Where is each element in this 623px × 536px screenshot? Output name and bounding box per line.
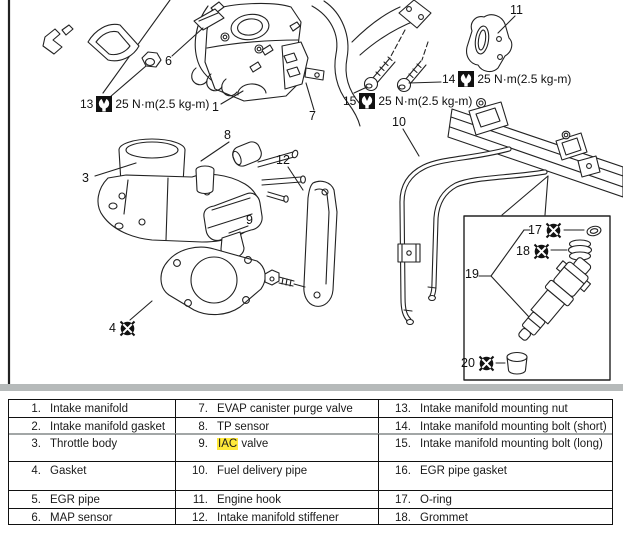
callout-20: [461, 355, 495, 372]
callout-1: 1: [212, 100, 219, 114]
callout-20-number: 20: [461, 356, 475, 371]
table-cell-9: 9. IAC valve: [175, 433, 378, 461]
parts-legend-table: [8, 399, 613, 525]
callout-3: 3: [82, 171, 89, 185]
table-cell-1: 1. Intake manifold: [31, 403, 128, 415]
table-cell-17: 17. O-ring: [378, 490, 612, 508]
table-cell-10: 10. Fuel delivery pipe: [175, 461, 378, 490]
torque-label-13: [80, 96, 209, 112]
callout-4: [109, 320, 136, 337]
table-cell-3: 3. Throttle body: [9, 433, 175, 461]
table-cell-8: 8. TP sensor: [175, 417, 378, 433]
torque-label-14: [442, 71, 571, 87]
callout-7: 7: [309, 109, 316, 123]
gasket-drawing: [161, 247, 265, 315]
callout-17-number: 17: [528, 223, 542, 238]
table-cell-12: 12. Intake manifold stiffener: [175, 508, 378, 524]
torque-value: 25 N·m(2.5 kg-m): [477, 72, 572, 86]
table-cell-5: 5. EGR pipe: [9, 490, 175, 508]
torque-wrench-icon: [359, 93, 375, 109]
table-cell-4: 4. Gasket: [9, 461, 175, 490]
table-cell-11: 11. Engine hook: [175, 490, 378, 508]
search-highlight: IAC: [218, 438, 238, 450]
table-cell-16: 16. EGR pipe gasket: [378, 461, 612, 490]
callout-12: 12: [276, 153, 290, 167]
callout-18-number: 18: [516, 244, 530, 259]
table-cell-14: 14. Intake manifold mounting bolt (short): [378, 417, 612, 433]
non-reusable-icon: [533, 243, 550, 260]
non-reusable-icon: [119, 320, 136, 337]
callout-15-number: 15: [343, 94, 357, 108]
torque-label-15: [343, 93, 472, 109]
non-reusable-icon: [478, 355, 495, 372]
callout-18: [516, 243, 550, 260]
torque-value: 25 N·m(2.5 kg-m): [378, 94, 473, 108]
table-cell-18: 18. Grommet: [378, 508, 612, 524]
callout-14-number: 14: [442, 72, 456, 86]
callout-9: 9: [246, 213, 253, 227]
callout-10: 10: [392, 115, 406, 129]
section-divider: [0, 384, 623, 391]
callout-11: 11: [510, 3, 523, 17]
torque-wrench-icon: [96, 96, 112, 112]
callout-19: 19: [465, 267, 479, 281]
stiffener-drawing: [265, 181, 337, 306]
table-cell-15: 15. Intake manifold mounting bolt (long): [378, 433, 612, 461]
engine-hook-drawing: [467, 15, 512, 72]
non-reusable-icon: [545, 222, 562, 239]
callout-6: 6: [165, 54, 172, 68]
throttle-body-drawing: [98, 139, 305, 258]
torque-wrench-icon: [458, 71, 474, 87]
table-cell-6: 6. MAP sensor: [9, 508, 175, 524]
table-cell-13: 13. Intake manifold mounting nut: [378, 400, 612, 417]
callout-17: [528, 222, 562, 239]
torque-value: 25 N·m(2.5 kg-m): [115, 97, 210, 111]
mounting-clips-drawing: [43, 24, 161, 67]
table-cell-2: 2. Intake manifold gasket: [9, 417, 175, 433]
table-cell-7: 7. EVAP canister purge valve: [175, 400, 378, 417]
callout-8: 8: [224, 128, 231, 142]
callout-4-number: 4: [109, 321, 116, 336]
callout-13-number: 13: [80, 97, 94, 111]
